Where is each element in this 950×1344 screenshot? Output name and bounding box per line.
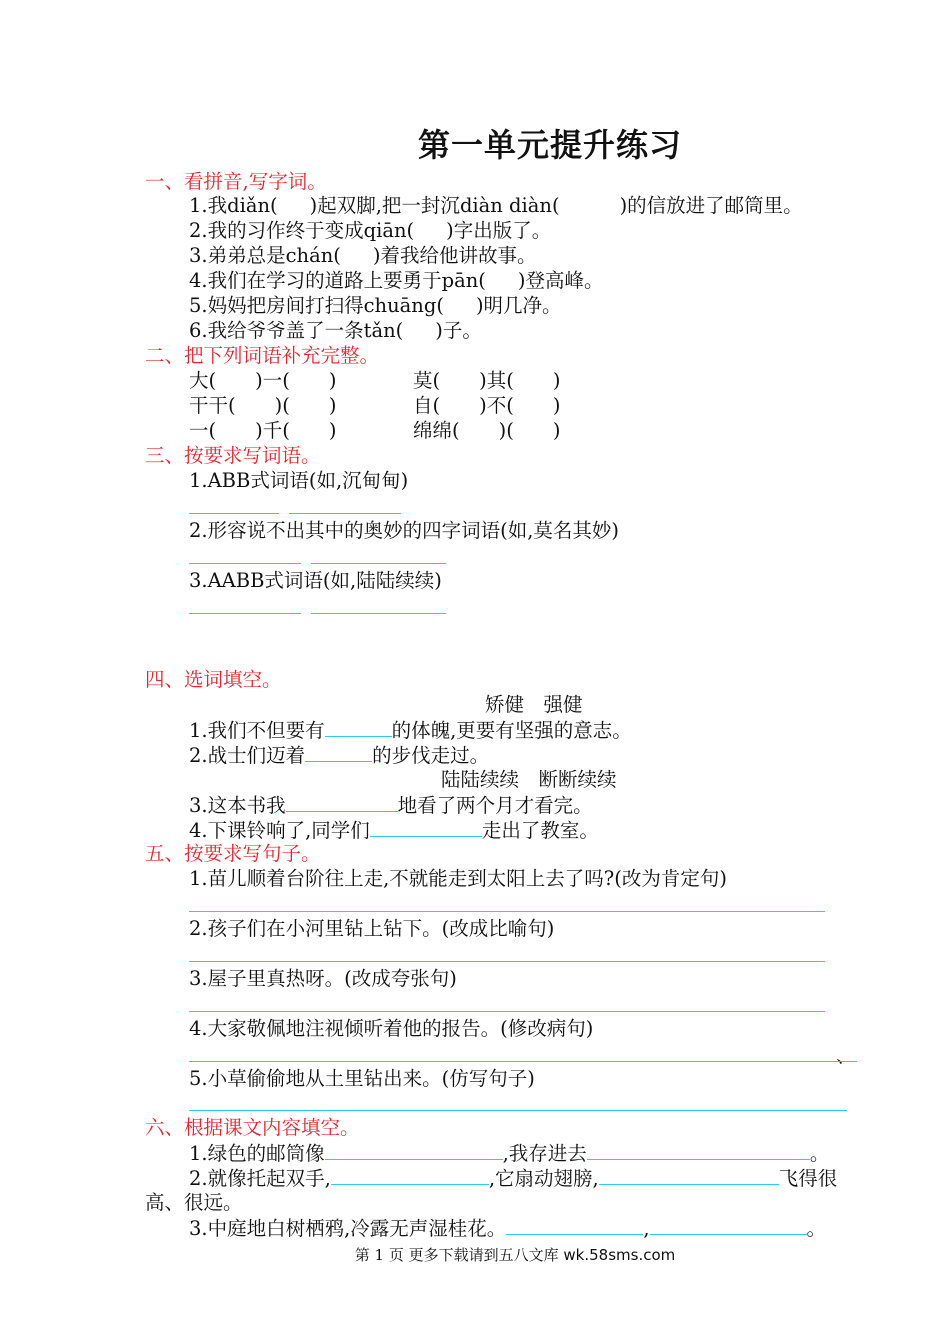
s3-q3-answer-line-2[interactable]	[311, 613, 446, 614]
s2-r3b: 绵绵( )( )	[413, 419, 561, 442]
s3-q2-answer-line-2[interactable]	[311, 563, 446, 564]
s3-q2: 2.形容说不出其中的奥妙的四字词语(如,莫名其妙)	[189, 519, 620, 542]
s2-r1b: 莫( )其( )	[413, 369, 561, 392]
footer-page-text: 第 1 页 更多下载请到五八文库	[354, 1246, 559, 1264]
section-2-heading: 二、把下列词语补充完整。	[145, 344, 380, 367]
page-title: 第一单元提升练习	[417, 126, 682, 164]
s6-q1: 1.绿色的邮筒像 ,我存进去 。	[189, 1142, 830, 1165]
s6-q2: 2.就像托起双手, ,它扇动翅膀, 飞得很	[189, 1167, 838, 1190]
s4-q2: 2.战士们迈着 的步伐走过。	[189, 744, 490, 767]
s3-q1-answer-line-1[interactable]	[189, 513, 279, 514]
s3-q1-answer-line-2[interactable]	[289, 513, 401, 514]
page-footer	[0, 1244, 950, 1265]
s3-q2-answer-line-1[interactable]	[189, 563, 301, 564]
s3-q3-answer-line-1[interactable]	[189, 613, 301, 614]
s5-q1-answer-line[interactable]	[189, 911, 825, 912]
s4-q3: 3.这本书我 地看了两个月才看完。	[189, 794, 593, 817]
s2-r1a: 大( )一( )	[189, 369, 337, 392]
s6-q3: 3.中庭地白树栖鸦,冷露无声湿桂花。 , 。	[189, 1217, 827, 1240]
s1-q2: 2.我的习作终于变成qiān( )字出版了。	[189, 219, 552, 242]
s5-q4-answer-line[interactable]	[189, 1061, 857, 1062]
s4-word-options-2: 陆陆续续 断断续续	[441, 768, 617, 791]
s3-q1: 1.ABB式词语(如,沉甸甸)	[189, 469, 409, 492]
s6-q2-continued: 高、很远。	[145, 1191, 243, 1214]
s4-q4: 4.下课铃响了,同学们 走出了教室。	[189, 819, 599, 842]
s3-q3: 3.AABB式词语(如,陆陆续续)	[189, 569, 442, 592]
s1-q3: 3.弟弟总是chán( )着我给他讲故事。	[189, 244, 537, 267]
s5-q3-answer-line[interactable]	[189, 1011, 825, 1012]
section-3-heading: 三、按要求写词语。	[145, 444, 321, 467]
s1-q5: 5.妈妈把房间打扫得chuāng( )明几净。	[189, 294, 562, 317]
section-5-heading: 五、按要求写句子。	[145, 842, 321, 865]
s4-word-options-1: 矫健 强健	[485, 693, 583, 716]
footer-site-link[interactable]: wk.58sms.com	[563, 1246, 676, 1264]
s5-q2: 2.孩子们在小河里钻上钻下。(改成比喻句)	[189, 917, 555, 940]
s5-q3: 3.屋子里真热呀。(改成夸张句)	[189, 967, 457, 990]
section-4-heading: 四、选词填空。	[145, 668, 282, 691]
s5-q4: 4.大家敬佩地注视倾听着他的报告。(修改病句)	[189, 1017, 594, 1040]
s2-r3a: 一( )千( )	[189, 419, 337, 442]
s5-q5: 5.小草偷偷地从土里钻出来。(仿写句子)	[189, 1067, 535, 1090]
s1-q6: 6.我给爷爷盖了一条tǎn( )子。	[189, 319, 482, 342]
s5-q1: 1.苗儿顺着台阶往上走,不就能走到太阳上去了吗?(改为肯定句)	[189, 867, 727, 890]
s5-q2-answer-line[interactable]	[189, 961, 825, 962]
section-1-heading: 一、看拼音,写字词。	[145, 170, 327, 193]
section-6-heading: 六、根据课文内容填空。	[145, 1116, 360, 1139]
s1-q1: 1.我diǎn( )起双脚,把一封沉diàn diàn( )的信放进了邮筒里。	[189, 194, 803, 217]
s4-q1: 1.我们不但要有 的体魄,更要有坚强的意志。	[189, 719, 632, 742]
s2-r2b: 自( )不( )	[413, 394, 561, 417]
s1-q4: 4.我们在学习的道路上要勇于pān( )登高峰。	[189, 269, 604, 292]
s2-r2a: 干干( )( )	[189, 394, 337, 417]
s5-q4-mark: 、	[836, 1044, 856, 1067]
s5-q5-answer-line[interactable]	[189, 1110, 847, 1111]
